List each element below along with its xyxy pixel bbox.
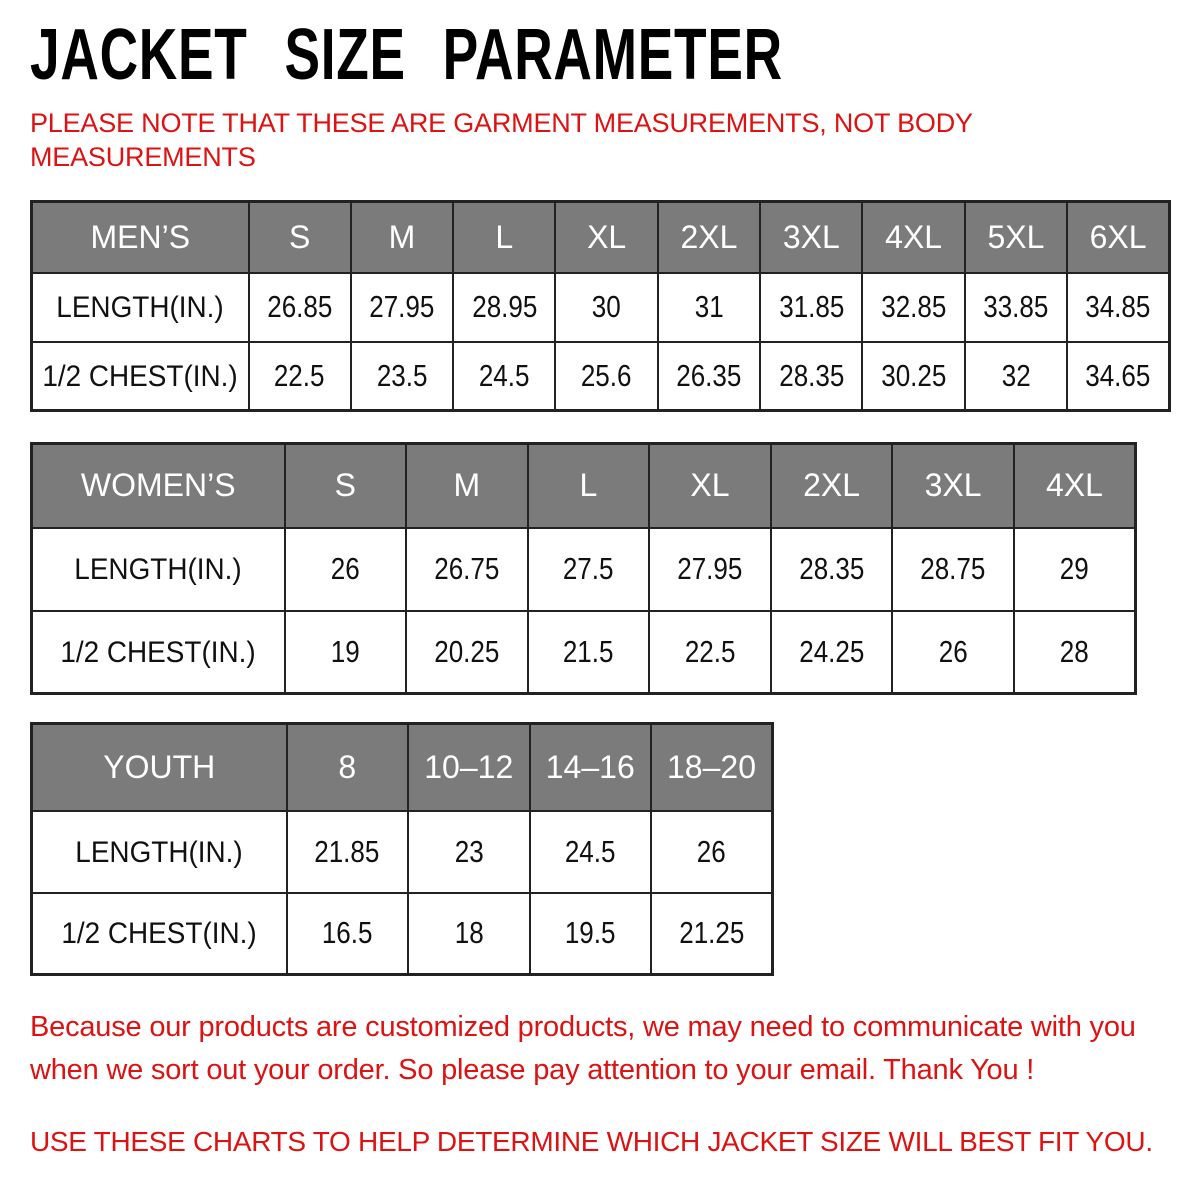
- youth-chest-row: [32, 893, 773, 975]
- size-value-cell: 26: [285, 528, 407, 611]
- note-line-1: PLEASE NOTE THAT THESE ARE GARMENT MEASUREMENTS, NOT BODY: [30, 108, 973, 138]
- note-line-2: MEASUREMENTS: [30, 142, 256, 172]
- womens-size-table: [30, 442, 1137, 695]
- page-title: JACKET SIZE PARAMETER: [30, 15, 783, 95]
- size-header-cell: M: [406, 444, 528, 528]
- size-header-cell: M: [351, 202, 453, 273]
- size-header-cell: S: [285, 444, 407, 528]
- size-value-cell: 30.25: [862, 342, 964, 411]
- size-value-cell: 23.5: [351, 342, 453, 411]
- youth-length-row: [32, 811, 773, 893]
- size-value-cell: 30: [555, 273, 657, 342]
- size-value-cell: 32.85: [862, 273, 964, 342]
- size-value-cell: 24.5: [453, 342, 555, 411]
- size-header-cell: 3XL: [892, 444, 1014, 528]
- size-value-cell: 19: [285, 611, 407, 694]
- row-label-cell: 1/2 CHEST(IN.): [32, 342, 249, 411]
- size-value-cell: 27.95: [649, 528, 771, 611]
- table-name-cell: MEN’S: [32, 202, 249, 273]
- table-name-cell: YOUTH: [32, 724, 287, 811]
- footer-notes: [30, 1006, 1170, 1158]
- size-value-cell: 28.95: [453, 273, 555, 342]
- mens-header-row: [32, 202, 1170, 273]
- customization-note-line-2: when we sort out your order. So please pay attention to your email. Thank You !: [30, 1054, 1035, 1086]
- size-value-cell: 20.25: [406, 611, 528, 694]
- size-header-cell: 4XL: [1014, 444, 1136, 528]
- womens-length-row: [32, 528, 1136, 611]
- size-value-cell: 29: [1014, 528, 1136, 611]
- row-label-cell: LENGTH(IN.): [32, 273, 249, 342]
- size-value-cell: 28.35: [771, 528, 893, 611]
- size-header-cell: 10–12: [408, 724, 530, 811]
- size-value-cell: 34.85: [1067, 273, 1169, 342]
- size-value-cell: 26.75: [406, 528, 528, 611]
- size-header-cell: 2XL: [771, 444, 893, 528]
- size-header-cell: S: [249, 202, 351, 273]
- size-header-cell: XL: [555, 202, 657, 273]
- chart-usage-instruction: USE THESE CHARTS TO HELP DETERMINE WHICH JACKET SIZE WILL BEST FIT YOU.: [30, 1126, 1153, 1157]
- size-value-cell: 22.5: [649, 611, 771, 694]
- row-label-cell: LENGTH(IN.): [32, 528, 285, 611]
- size-value-cell: 24.5: [530, 811, 652, 893]
- youth-size-table: [30, 722, 774, 976]
- size-value-cell: 19.5: [530, 893, 652, 975]
- size-value-cell: 32: [965, 342, 1067, 411]
- size-value-cell: 27.95: [351, 273, 453, 342]
- mens-length-row: [32, 273, 1170, 342]
- size-value-cell: 28.35: [760, 342, 862, 411]
- womens-header-row: [32, 444, 1136, 528]
- size-value-cell: 26: [892, 611, 1014, 694]
- size-header-cell: 14–16: [530, 724, 652, 811]
- size-value-cell: 21.85: [287, 811, 409, 893]
- size-value-cell: 21.25: [651, 893, 773, 975]
- size-value-cell: 25.6: [555, 342, 657, 411]
- youth-header-row: [32, 724, 773, 811]
- row-label-cell: LENGTH(IN.): [32, 811, 287, 893]
- garment-measurement-note: [30, 106, 1170, 174]
- size-header-cell: 5XL: [965, 202, 1067, 273]
- customization-note-line-1: Because our products are customized products, we may need to communicate with you: [30, 1011, 1136, 1043]
- size-value-cell: 18: [408, 893, 530, 975]
- customization-note: [30, 1006, 1170, 1092]
- size-value-cell: 34.65: [1067, 342, 1169, 411]
- size-value-cell: 31: [658, 273, 760, 342]
- size-value-cell: 28.75: [892, 528, 1014, 611]
- womens-chest-row: [32, 611, 1136, 694]
- size-header-cell: 18–20: [651, 724, 773, 811]
- size-header-cell: 3XL: [760, 202, 862, 273]
- size-header-cell: 8: [287, 724, 409, 811]
- size-value-cell: 23: [408, 811, 530, 893]
- size-header-cell: 6XL: [1067, 202, 1169, 273]
- size-value-cell: 16.5: [287, 893, 409, 975]
- size-value-cell: 26.35: [658, 342, 760, 411]
- row-label-cell: 1/2 CHEST(IN.): [32, 893, 287, 975]
- size-value-cell: 27.5: [528, 528, 650, 611]
- size-value-cell: 26.85: [249, 273, 351, 342]
- size-header-cell: XL: [649, 444, 771, 528]
- row-label-cell: 1/2 CHEST(IN.): [32, 611, 285, 694]
- size-header-cell: L: [528, 444, 650, 528]
- mens-chest-row: [32, 342, 1170, 411]
- size-value-cell: 33.85: [965, 273, 1067, 342]
- size-value-cell: 28: [1014, 611, 1136, 694]
- size-header-cell: 4XL: [862, 202, 964, 273]
- table-name-cell: WOMEN’S: [32, 444, 285, 528]
- size-value-cell: 21.5: [528, 611, 650, 694]
- size-header-cell: 2XL: [658, 202, 760, 273]
- size-value-cell: 26: [651, 811, 773, 893]
- mens-size-table: [30, 200, 1171, 412]
- size-value-cell: 31.85: [760, 273, 862, 342]
- size-value-cell: 22.5: [249, 342, 351, 411]
- size-value-cell: 24.25: [771, 611, 893, 694]
- size-header-cell: L: [453, 202, 555, 273]
